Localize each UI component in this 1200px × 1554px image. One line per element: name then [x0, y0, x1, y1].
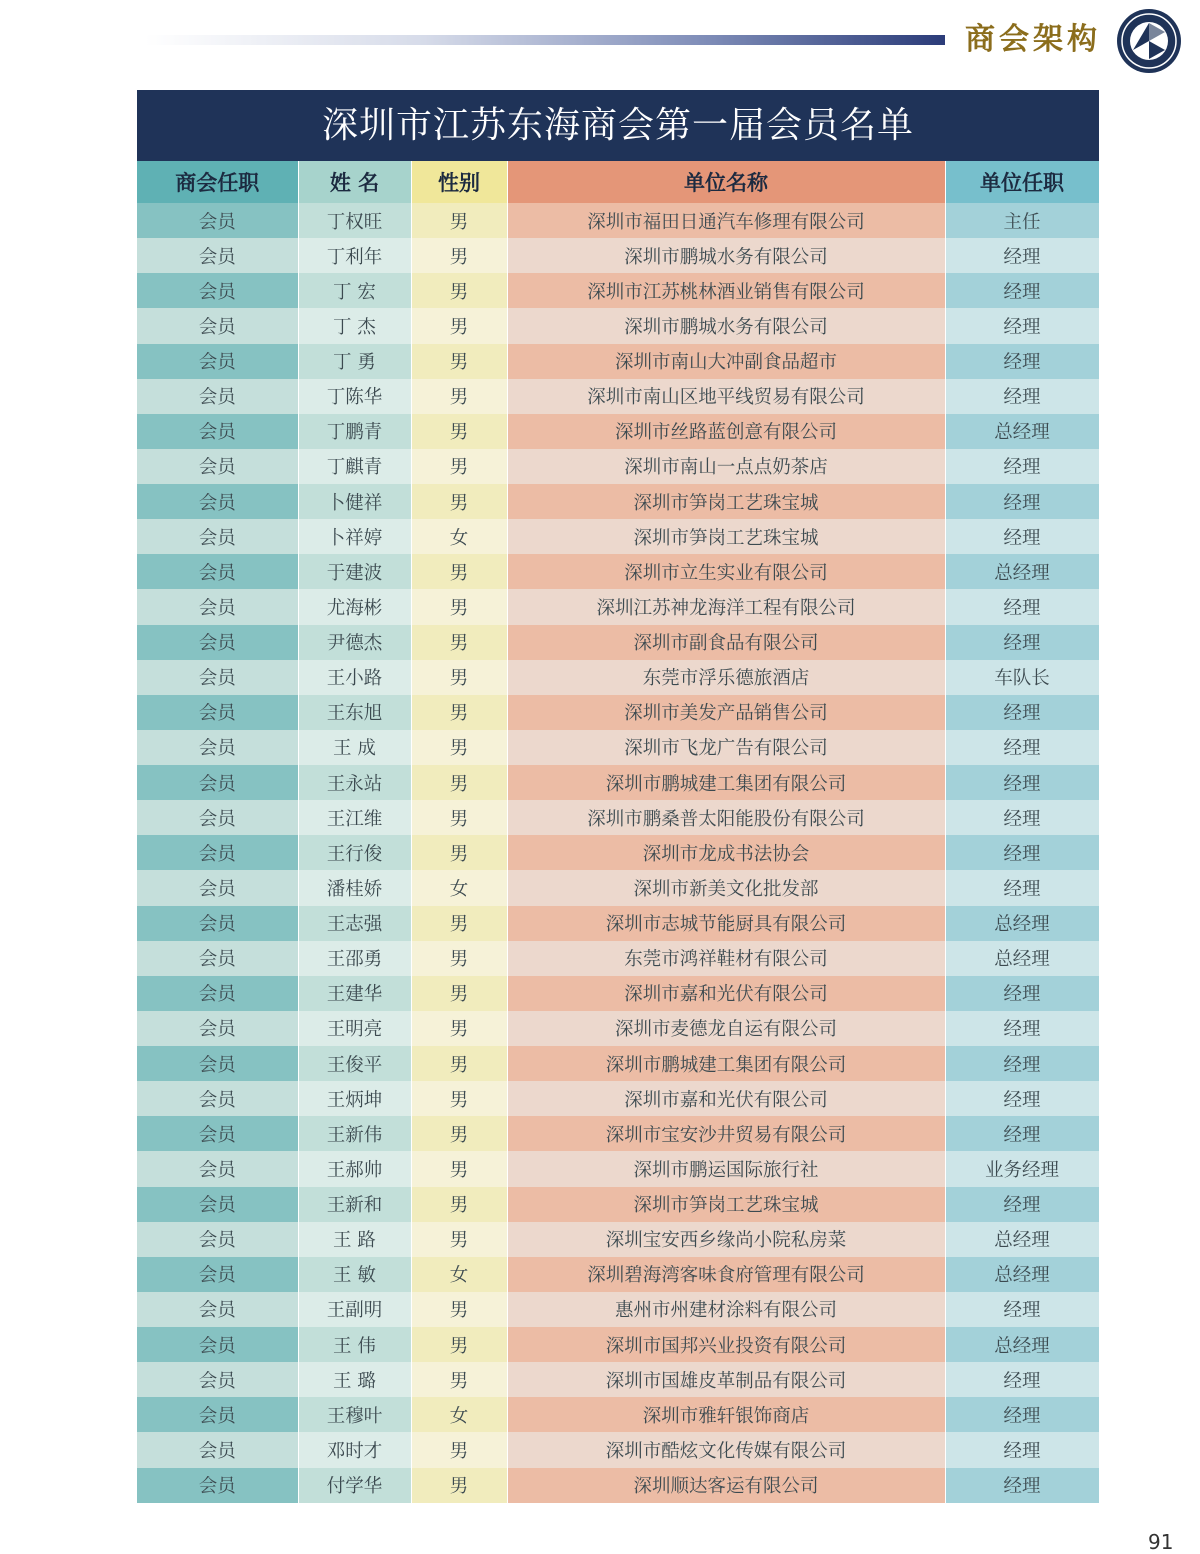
cell-name: 丁麒青: [298, 449, 411, 484]
cell-company: 深圳市宝安沙井贸易有限公司: [507, 1116, 945, 1151]
cell-gender: 男: [411, 800, 507, 835]
cell-name: 王明亮: [298, 1011, 411, 1046]
cell-company-role: 经理: [945, 800, 1099, 835]
cell-company-role: 经理: [945, 449, 1099, 484]
cell-name: 王 璐: [298, 1362, 411, 1397]
table-row: [137, 1468, 1099, 1503]
cell-company-role: 车队长: [945, 660, 1099, 695]
cell-gender: 男: [411, 414, 507, 449]
cell-gender: 男: [411, 273, 507, 308]
cell-company: 深圳市鹏城建工集团有限公司: [507, 1046, 945, 1081]
table-row: [137, 835, 1099, 870]
cell-gender: 男: [411, 1116, 507, 1151]
cell-chamber-role: 会员: [137, 1257, 298, 1292]
cell-name: 丁陈华: [298, 379, 411, 414]
cell-chamber-role: 会员: [137, 589, 298, 624]
page-number: 91: [1148, 1530, 1174, 1554]
table-row: [137, 730, 1099, 765]
cell-gender: 男: [411, 1222, 507, 1257]
cell-chamber-role: 会员: [137, 976, 298, 1011]
cell-company: 深圳市福田日通汽车修理有限公司: [507, 203, 945, 238]
cell-chamber-role: 会员: [137, 554, 298, 589]
table-row: [137, 660, 1099, 695]
cell-gender: 男: [411, 554, 507, 589]
cell-company: 深圳市飞龙广告有限公司: [507, 730, 945, 765]
cell-company: 深圳宝安西乡缘尚小院私房菜: [507, 1222, 945, 1257]
table-row: [137, 1397, 1099, 1432]
cell-company-role: 经理: [945, 273, 1099, 308]
member-table: [137, 161, 1100, 1503]
cell-chamber-role: 会员: [137, 870, 298, 905]
cell-gender: 男: [411, 1292, 507, 1327]
cell-chamber-role: 会员: [137, 835, 298, 870]
cell-company-role: 经理: [945, 1468, 1099, 1503]
table-row: [137, 554, 1099, 589]
cell-chamber-role: 会员: [137, 449, 298, 484]
cell-name: 丁利年: [298, 238, 411, 273]
cell-company-role: 经理: [945, 519, 1099, 554]
cell-gender: 男: [411, 625, 507, 660]
cell-chamber-role: 会员: [137, 1187, 298, 1222]
cell-name: 王穆叶: [298, 1397, 411, 1432]
cell-chamber-role: 会员: [137, 906, 298, 941]
cell-gender: 男: [411, 379, 507, 414]
cell-name: 王小路: [298, 660, 411, 695]
cell-gender: 男: [411, 1081, 507, 1116]
cell-chamber-role: 会员: [137, 1081, 298, 1116]
cell-gender: 男: [411, 1151, 507, 1186]
cell-name: 丁 勇: [298, 344, 411, 379]
header-chamber-role: 商会任职: [137, 161, 298, 203]
cell-company: 深圳市鹏城建工集团有限公司: [507, 765, 945, 800]
cell-company-role: 主任: [945, 203, 1099, 238]
table-row: [137, 1046, 1099, 1081]
cell-chamber-role: 会员: [137, 203, 298, 238]
cell-company: 深圳市南山一点点奶茶店: [507, 449, 945, 484]
cell-gender: 女: [411, 519, 507, 554]
cell-chamber-role: 会员: [137, 1292, 298, 1327]
member-table-panel: [137, 90, 1099, 1502]
table-row: [137, 800, 1099, 835]
table-row: [137, 238, 1099, 273]
cell-chamber-role: 会员: [137, 695, 298, 730]
cell-gender: 男: [411, 1432, 507, 1467]
table-row: [137, 1292, 1099, 1327]
cell-company-role: 经理: [945, 1432, 1099, 1467]
table-row: [137, 1187, 1099, 1222]
cell-gender: 男: [411, 1011, 507, 1046]
table-row: [137, 1151, 1099, 1186]
cell-chamber-role: 会员: [137, 660, 298, 695]
cell-gender: 男: [411, 660, 507, 695]
cell-company: 东莞市浮乐德旅酒店: [507, 660, 945, 695]
cell-gender: 男: [411, 730, 507, 765]
cell-company-role: 总经理: [945, 554, 1099, 589]
cell-chamber-role: 会员: [137, 765, 298, 800]
header-company: 单位名称: [507, 161, 945, 203]
table-row: [137, 1222, 1099, 1257]
cell-name: 邓时才: [298, 1432, 411, 1467]
cell-name: 王建华: [298, 976, 411, 1011]
cell-company: 深圳市丝路蓝创意有限公司: [507, 414, 945, 449]
cell-gender: 男: [411, 484, 507, 519]
cell-company: 深圳市嘉和光伏有限公司: [507, 976, 945, 1011]
cell-chamber-role: 会员: [137, 273, 298, 308]
cell-chamber-role: 会员: [137, 1468, 298, 1503]
cell-company: 深圳市鹏城水务有限公司: [507, 238, 945, 273]
cell-name: 王江维: [298, 800, 411, 835]
cell-company: 深圳市南山大冲副食品超市: [507, 344, 945, 379]
cell-name: 王新和: [298, 1187, 411, 1222]
cell-gender: 男: [411, 976, 507, 1011]
cell-company-role: 总经理: [945, 906, 1099, 941]
chamber-logo-icon: [1116, 8, 1182, 74]
cell-name: 丁 杰: [298, 308, 411, 343]
cell-company-role: 总经理: [945, 1222, 1099, 1257]
cell-company-role: 经理: [945, 1187, 1099, 1222]
cell-chamber-role: 会员: [137, 344, 298, 379]
cell-company: 深圳市新美文化批发部: [507, 870, 945, 905]
cell-company: 深圳市麦德龙自运有限公司: [507, 1011, 945, 1046]
cell-chamber-role: 会员: [137, 625, 298, 660]
table-row: [137, 1081, 1099, 1116]
cell-company-role: 经理: [945, 835, 1099, 870]
cell-name: 王新伟: [298, 1116, 411, 1151]
cell-company-role: 总经理: [945, 1327, 1099, 1362]
cell-gender: 男: [411, 344, 507, 379]
cell-name: 王 路: [298, 1222, 411, 1257]
cell-company: 深圳市江苏桃林酒业销售有限公司: [507, 273, 945, 308]
cell-company: 东莞市鸿祥鞋材有限公司: [507, 941, 945, 976]
cell-name: 丁权旺: [298, 203, 411, 238]
cell-name: 王 成: [298, 730, 411, 765]
cell-company-role: 业务经理: [945, 1151, 1099, 1186]
cell-company-role: 经理: [945, 1292, 1099, 1327]
table-header-row: [137, 161, 1099, 203]
table-row: [137, 484, 1099, 519]
cell-company: 深圳市笋岗工艺珠宝城: [507, 1187, 945, 1222]
table-row: [137, 1116, 1099, 1151]
cell-company: 深圳市雅轩银饰商店: [507, 1397, 945, 1432]
cell-gender: 男: [411, 308, 507, 343]
cell-company: 深圳市鹏城水务有限公司: [507, 308, 945, 343]
cell-company-role: 经理: [945, 1081, 1099, 1116]
cell-company-role: 经理: [945, 1046, 1099, 1081]
cell-chamber-role: 会员: [137, 1116, 298, 1151]
table-row: [137, 1327, 1099, 1362]
cell-chamber-role: 会员: [137, 308, 298, 343]
table-row: [137, 449, 1099, 484]
section-title: 商会架构: [965, 22, 1101, 57]
cell-company: 惠州市州建材涂料有限公司: [507, 1292, 945, 1327]
cell-company-role: 经理: [945, 1116, 1099, 1151]
cell-company: 深圳市笋岗工艺珠宝城: [507, 519, 945, 554]
table-row: [137, 976, 1099, 1011]
cell-chamber-role: 会员: [137, 414, 298, 449]
cell-chamber-role: 会员: [137, 1327, 298, 1362]
cell-name: 尤海彬: [298, 589, 411, 624]
cell-gender: 男: [411, 765, 507, 800]
cell-company: 深圳市笋岗工艺珠宝城: [507, 484, 945, 519]
cell-gender: 男: [411, 238, 507, 273]
cell-company: 深圳市国邦兴业投资有限公司: [507, 1327, 945, 1362]
cell-gender: 男: [411, 1362, 507, 1397]
cell-chamber-role: 会员: [137, 519, 298, 554]
cell-company-role: 经理: [945, 765, 1099, 800]
cell-gender: 女: [411, 1397, 507, 1432]
cell-gender: 男: [411, 941, 507, 976]
cell-chamber-role: 会员: [137, 1362, 298, 1397]
cell-chamber-role: 会员: [137, 1432, 298, 1467]
cell-company: 深圳市志城节能厨具有限公司: [507, 906, 945, 941]
cell-chamber-role: 会员: [137, 1046, 298, 1081]
table-row: [137, 308, 1099, 343]
cell-chamber-role: 会员: [137, 1397, 298, 1432]
cell-company: 深圳市美发产品销售公司: [507, 695, 945, 730]
cell-company-role: 总经理: [945, 414, 1099, 449]
cell-company: 深圳市鹏桑普太阳能股份有限公司: [507, 800, 945, 835]
cell-gender: 男: [411, 449, 507, 484]
cell-gender: 男: [411, 1327, 507, 1362]
cell-company: 深圳市龙成书法协会: [507, 835, 945, 870]
cell-name: 王邵勇: [298, 941, 411, 976]
cell-name: 王俊平: [298, 1046, 411, 1081]
cell-name: 王行俊: [298, 835, 411, 870]
cell-company-role: 经理: [945, 870, 1099, 905]
cell-name: 尹德杰: [298, 625, 411, 660]
table-row: [137, 1432, 1099, 1467]
cell-name: 丁鹏青: [298, 414, 411, 449]
table-row: [137, 906, 1099, 941]
cell-company: 深圳江苏神龙海洋工程有限公司: [507, 589, 945, 624]
cell-company-role: 经理: [945, 308, 1099, 343]
cell-name: 卜祥婷: [298, 519, 411, 554]
cell-chamber-role: 会员: [137, 800, 298, 835]
cell-company: 深圳市酷炫文化传媒有限公司: [507, 1432, 945, 1467]
cell-name: 王炳坤: [298, 1081, 411, 1116]
table-row: [137, 765, 1099, 800]
cell-company-role: 经理: [945, 1011, 1099, 1046]
cell-company-role: 经理: [945, 1397, 1099, 1432]
header-gradient-bar: [145, 35, 945, 45]
cell-chamber-role: 会员: [137, 484, 298, 519]
cell-name: 王永站: [298, 765, 411, 800]
cell-name: 付学华: [298, 1468, 411, 1503]
cell-company: 深圳市鹏运国际旅行社: [507, 1151, 945, 1186]
cell-company-role: 经理: [945, 695, 1099, 730]
header-gender: 性别: [411, 161, 507, 203]
cell-company-role: 经理: [945, 730, 1099, 765]
cell-name: 卜健祥: [298, 484, 411, 519]
cell-gender: 男: [411, 1046, 507, 1081]
header-name: 姓 名: [298, 161, 411, 203]
cell-company-role: 总经理: [945, 1257, 1099, 1292]
cell-chamber-role: 会员: [137, 730, 298, 765]
cell-gender: 男: [411, 835, 507, 870]
table-row: [137, 273, 1099, 308]
cell-chamber-role: 会员: [137, 1151, 298, 1186]
cell-chamber-role: 会员: [137, 238, 298, 273]
cell-gender: 男: [411, 1468, 507, 1503]
cell-chamber-role: 会员: [137, 1011, 298, 1046]
cell-chamber-role: 会员: [137, 379, 298, 414]
cell-company-role: 经理: [945, 1362, 1099, 1397]
cell-company-role: 经理: [945, 379, 1099, 414]
cell-gender: 女: [411, 870, 507, 905]
cell-company-role: 经理: [945, 344, 1099, 379]
cell-company: 深圳市立生实业有限公司: [507, 554, 945, 589]
cell-name: 丁 宏: [298, 273, 411, 308]
cell-company: 深圳市国雄皮革制品有限公司: [507, 1362, 945, 1397]
cell-name: 王东旭: [298, 695, 411, 730]
table-row: [137, 379, 1099, 414]
table-row: [137, 1011, 1099, 1046]
cell-company-role: 经理: [945, 484, 1099, 519]
cell-gender: 男: [411, 695, 507, 730]
table-row: [137, 870, 1099, 905]
cell-company: 深圳市嘉和光伏有限公司: [507, 1081, 945, 1116]
table-row: [137, 589, 1099, 624]
cell-name: 王 伟: [298, 1327, 411, 1362]
cell-company-role: 经理: [945, 976, 1099, 1011]
cell-company: 深圳市副食品有限公司: [507, 625, 945, 660]
cell-company-role: 经理: [945, 589, 1099, 624]
table-row: [137, 625, 1099, 660]
cell-gender: 男: [411, 203, 507, 238]
cell-company-role: 经理: [945, 238, 1099, 273]
cell-chamber-role: 会员: [137, 941, 298, 976]
table-row: [137, 1362, 1099, 1397]
table-row: [137, 1257, 1099, 1292]
cell-name: 于建波: [298, 554, 411, 589]
cell-gender: 女: [411, 1257, 507, 1292]
table-row: [137, 414, 1099, 449]
cell-gender: 男: [411, 1187, 507, 1222]
table-row: [137, 695, 1099, 730]
table-row: [137, 519, 1099, 554]
cell-name: 王副明: [298, 1292, 411, 1327]
cell-company-role: 总经理: [945, 941, 1099, 976]
cell-company-role: 经理: [945, 625, 1099, 660]
cell-name: 王志强: [298, 906, 411, 941]
cell-name: 潘桂娇: [298, 870, 411, 905]
cell-gender: 男: [411, 906, 507, 941]
cell-gender: 男: [411, 589, 507, 624]
cell-company: 深圳市南山区地平线贸易有限公司: [507, 379, 945, 414]
table-row: [137, 203, 1099, 238]
cell-company: 深圳碧海湾客味食府管理有限公司: [507, 1257, 945, 1292]
table-row: [137, 344, 1099, 379]
cell-company: 深圳顺达客运有限公司: [507, 1468, 945, 1503]
cell-name: 王 敏: [298, 1257, 411, 1292]
cell-chamber-role: 会员: [137, 1222, 298, 1257]
header-company-role: 单位任职: [945, 161, 1099, 203]
table-title: 深圳市江苏东海商会第一届会员名单: [137, 90, 1099, 161]
table-row: [137, 941, 1099, 976]
cell-name: 王郝帅: [298, 1151, 411, 1186]
